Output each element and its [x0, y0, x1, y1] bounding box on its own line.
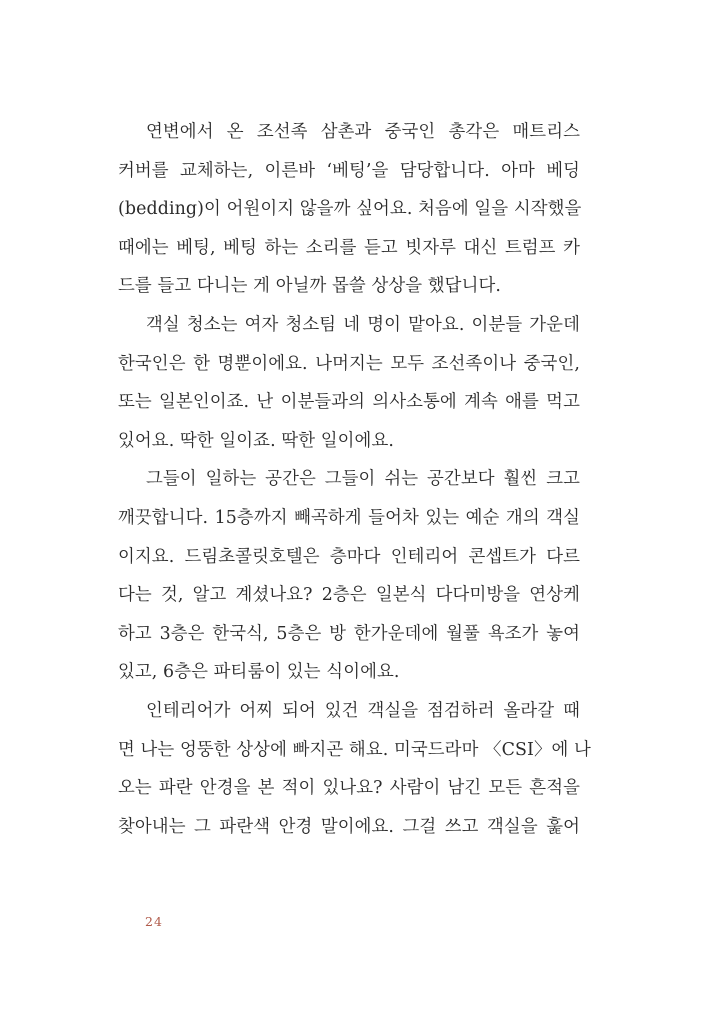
text-line: 커버를 교체하는, 이른바 ‘베팅’을 담당합니다. 아마 베딩: [118, 160, 580, 181]
text-line: 한국인은 한 명뿐이에요. 나머지는 모두 조선족이나 중국인,: [118, 353, 580, 374]
paragraph-2: [118, 306, 580, 460]
text-line: 있고, 6층은 파티룸이 있는 식이에요.: [118, 662, 400, 683]
paragraph-4: [118, 692, 591, 846]
text-line: 있어요. 딱한 일이죠. 딱한 일이에요.: [118, 430, 394, 451]
text-line: 깨끗합니다. 15층까지 빼곡하게 들어차 있는 예순 개의 객실: [118, 507, 580, 528]
text-line: 객실 청소는 여자 청소팀 네 명이 맡아요. 이분들 가운데: [146, 314, 580, 335]
paragraph-3: [118, 460, 580, 692]
text-line: 드를 들고 다니는 게 아닐까 몹쓸 상상을 했답니다.: [118, 276, 502, 297]
text-line: 또는 일본인이죠. 난 이분들과의 의사소통에 계속 애를 먹고: [118, 392, 580, 413]
text-line: 이지요. 드림초콜릿호텔은 층마다 인테리어 콘셉트가 다르: [118, 546, 580, 567]
text-line: 때에는 베팅, 베팅 하는 소리를 듣고 빗자루 대신 트럼프 카: [118, 237, 580, 258]
text-line: 인테리어가 어찌 되어 있건 객실을 점검하러 올라갈 때: [146, 700, 580, 721]
text-line: 찾아내는 그 파란색 안경 말이에요. 그걸 쓰고 객실을 훑어: [118, 816, 580, 837]
text-line: 하고 3층은 한국식, 5층은 방 한가운데에 월풀 욕조가 놓여: [118, 623, 580, 644]
body-text: [118, 113, 591, 846]
text-line: 그들이 일하는 공간은 그들이 쉬는 공간보다 훨씬 크고: [146, 469, 580, 490]
text-line: 연변에서 온 조선족 삼촌과 중국인 총각은 매트리스: [146, 122, 580, 142]
text-line: 오는 파란 안경을 본 적이 있나요? 사람이 남긴 모든 흔적을: [118, 778, 580, 799]
paragraph-1: [118, 113, 580, 306]
text-line: (bedding)이 어원이지 않을까 싶어요. 처음에 일을 시작했을: [118, 199, 582, 220]
page-number: 24: [145, 914, 163, 929]
text-line: 면 나는 엉뚱한 상상에 빠지곤 해요. 미국드라마 〈CSI〉에 나: [118, 739, 591, 760]
text-line: 다는 것, 알고 계셨나요? 2층은 일본식 다다미방을 연상케: [118, 585, 580, 606]
